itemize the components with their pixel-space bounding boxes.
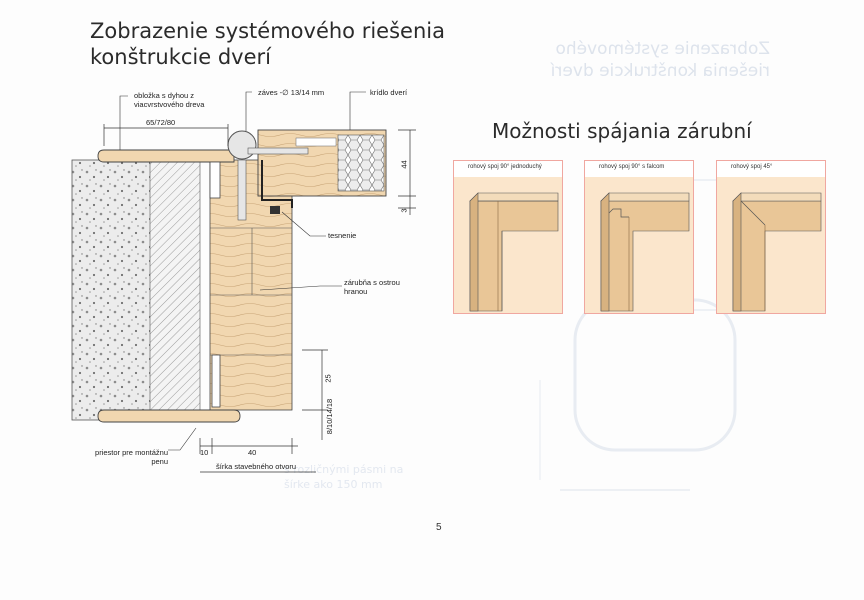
wall-plaster (150, 160, 200, 410)
hinge-pin (248, 148, 308, 154)
wall-masonry (72, 160, 162, 420)
dim-3: 3 (399, 208, 409, 213)
label-priestor: priestor pre montážnu penu (95, 448, 168, 466)
label-tesnenie: tesnenie (328, 231, 357, 240)
dim-8: 8/10/14/18 (325, 398, 335, 435)
joint-caption: rohový spoj 45° (731, 164, 773, 170)
page-number: 5 (436, 522, 442, 533)
dim-44: 44 (399, 160, 409, 169)
page-title-right: Možnosti spájania zárubní (492, 119, 752, 143)
seal-gasket (270, 206, 280, 214)
joint-panel-simple (453, 160, 563, 314)
hinge-knuckle (228, 131, 256, 159)
ghost-text: s rozličnými pásmi na šírke ako 150 mm (284, 463, 404, 491)
joint-miter-drawing (717, 161, 825, 313)
label-zaves: záves -∅ 13/14 mm (258, 88, 325, 97)
ghost-title: Zobrazenie systémového riešenia konštrukcie dverí (550, 39, 770, 81)
dim-40: 40 (248, 448, 257, 457)
dim-65: 65/72/80 (146, 118, 176, 127)
joint-panel-rebate (584, 160, 694, 314)
dim-10: 10 (200, 448, 209, 457)
label-sirka: šírka stavebného otvoru (216, 462, 297, 471)
joint-caption: rohový spoj 90° jednoduchý (468, 164, 542, 170)
dim-25: 25 (323, 374, 333, 383)
joint-panel-miter (716, 160, 826, 314)
door-leaf-core (338, 135, 384, 191)
top-casing (98, 150, 234, 162)
label-oblozka: obložka s dyhou z viacvrstvového dreva (134, 91, 205, 109)
page-title-left: Zobrazenie systémového riešenia konštrukcie dverí (90, 19, 445, 69)
joint-rebate-drawing (585, 161, 693, 313)
bottom-casing (98, 410, 240, 422)
label-kridlo: krídlo dverí (370, 88, 408, 97)
joint-simple-drawing (454, 161, 562, 313)
label-zarubna: zárubňa s ostrou hranou (344, 278, 400, 296)
frame-body (210, 160, 292, 410)
joint-caption: rohový spoj 90° s falcom (599, 164, 665, 170)
